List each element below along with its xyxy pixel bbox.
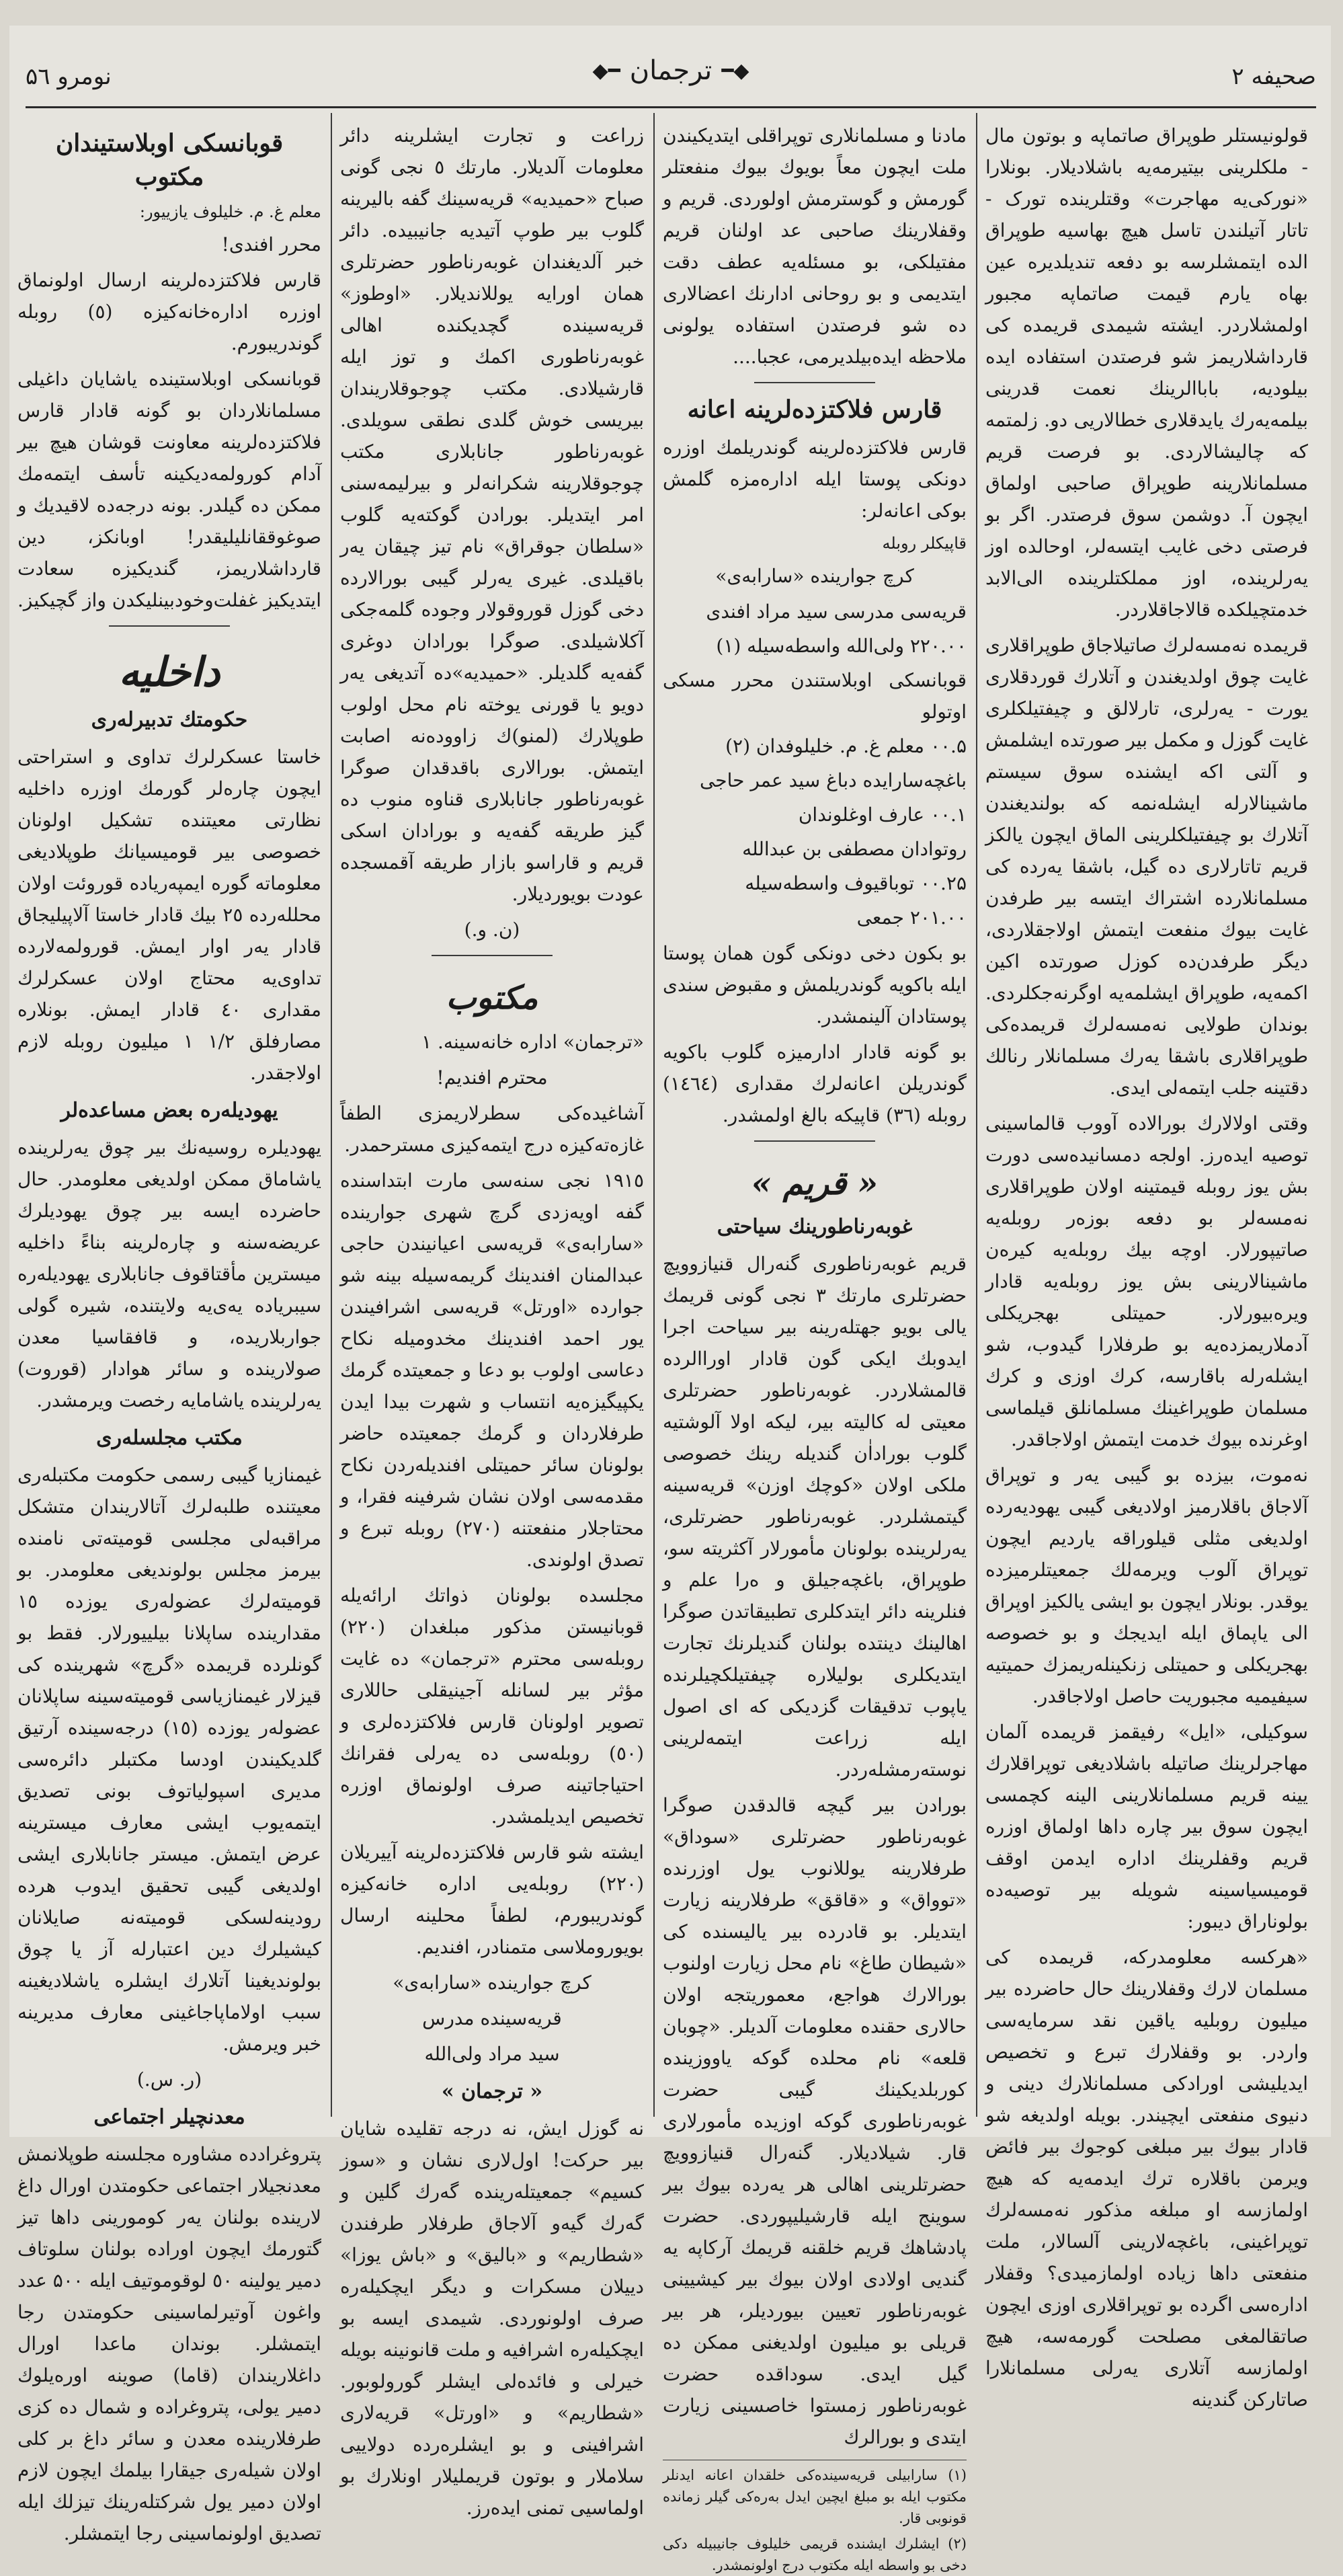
paragraph: نه گوزل ایش، نه درجه تقلیده شایان بیر حرکت! اول‌لاری نشان و «سوز کسیم» جمعیتله‌رینده گه‌رك گلین و گه‌رك گیه‌و آلاجاق طرفلار طرفندن «شطاریم» و «بالیق» و «باش یوزا» دییلان مسکرات و دیگر ایچکیله‌ره صرف اولونوردی. شیمدی ایسه بو ایچکیله‌ره اشرافیه و ملت قانونینه بویله خیرلی و فائده‌لی ایشلر گورولوبور. «شطاریم» و «اورتل» قریه‌لاری اشرافینی و بو ایشلره‌رده دولاییی سلاملار و بوتون قریملیلار اونلارك بو اولماسیی تمنی ایده‌رز. [340, 2117, 644, 2519]
paragraph: بو بکون دخی دونکی گون همان پوستا ایله باکویه گوندریلمش و مقبوض سندی پوستادان آلینمشدر. [662, 942, 967, 1027]
kuban-salutation: محرر افندی! [221, 233, 321, 256]
letter-address-text: «ترجمان» اداره خانه‌سینه. [437, 1031, 644, 1053]
paragraph: قولونیستلر طوپراق صاتماپه و بوتون مال - ملکلرینی بیتیرمه‌یه باشلادیلار. بونلارا «نورکی‌یه مهاجرت» وقتلرینده تورک - تاتار آتیلندن تاسل هیچ بهاسیه طوپراق الده ایتمشلرسه بو دفعه تندیلدیره عین بهاه یارم قیمت صاتماپه مجبور اولمشلاردر. ایشته شیمدی قریمده کی قارداشلاریمز شو فرصتدن استفاده ایده بیلودیه، باباالرینك نعمت قدرینی بیلمه‌یه‌رك یایدقلاری خطالاریی دو. زلمتمه که چالیشالاردی. بو فرصت قریم مسلمانلارینه طوپراق صاحبی اولماق ایچون آ. دوشمن سوق فرصتدر. اگر بو فرصتی دخی غایب ایتسه‌لر، اوحالده اوز یه‌رلرینده، اوز مملکتلرینده الی‌الابد خدمتچیلکده قالاجاقلاردر. [985, 124, 1308, 621]
letter-signature: سید مراد ولی‌الله [424, 2043, 560, 2065]
paragraph: قریمده نه‌مسه‌لرك صاتیلاجاق طوپراقلاری غایت چوق اولدیغندن و آتلارك قوردقلاری یورت - یه‌رلری، تارلالق و چیفتیلکلری غایت گوزل و مکمل بیر صورتده ایشلمش و آلتی اکه ایشنده سوق سیستم ماشینالارله ایشله‌نمه که بولندیغندن آتلارك بو چیفتیلکلرینی الماق ایچون یالکز قریم تاتارلاری ده گیل، باشقا یه‌رده کی مسلمانلارده اشتراك ایتسه بیر طرفدن غایت بیوك منفعت ایتمش اولاجقلاردی، دیگر طرفدن‌ده کوزل صورتده اکین اکمه‌یه، طوپراق ایشلمه‌یه اوگرنه‌جكلردی. بوندان طولایی نه‌مسه‌لرك قریمده‌کی طوپراقلاری باشقا یه‌رك مسلمانلار رنالك دقتینه جلب ایتمه‌لی ایدی. [985, 634, 1308, 1099]
list-item: ۰۰.۲۵ توباقیوف واسطه‌سیله [745, 872, 967, 894]
column-3 [340, 120, 645, 2519]
paragraph: قارس فلاکتزده‌لرینه ارسال اولونماق اوزره اداره‌خانه‌کیزه (٥) روبله گوندریبورم. [17, 269, 321, 354]
issue-label: نومرو ۵٦ [26, 63, 112, 90]
section-separator [754, 1140, 876, 1142]
paragraph: قریم غوبه‌رناطوری گنه‌رال قنیازوویچ حضرتلری مارتك ۳ نجی گونی قریمك یالی بویو جهتله‌رینه بیر سیاحت اجرا ایدوبك ایکی گون قادار اوراالرده قالمشلاردر. غوبه‌رناطور حضرتلری معیتی‌ له کالیته بیر، لیکه اولا آلوشتیه گلوب بوراداٰن گندیله رینك خصوصی ملکی اولان «کوچك اوزن» قریه‌سینه گیتمشلردر. غوبه‌رناطور حضرتلری، یه‌رلرینده بولونان مأمورلار آکثریته سو، طوپراق، باغچه‌جیلق و ه‌را علم و فنلرینه دائر ایتدکلری تطبیقاتدن صوگرا اهالینك دینتده بولنان گندیلرنك تجارت ایتدیکلری بولیلاره چیفتیلکچیلرنده یاپوب تدقیقات گزدیکی که ای اصول ایله زراعت ایتمه‌لرینی نوسته‌رمشله‌ردر. [663, 1253, 967, 1781]
paper-title: ترجمان [629, 55, 713, 86]
social-title: معدنچیلر اجتماعی [93, 2105, 245, 2129]
section-separator [754, 382, 876, 383]
paragraph: «هرکسه معلومدرکه، قریمده کی مسلمان لارك وقفلارینك حال حاضرده بیر میلیون روبلیه یاقین نقد سرمایه‌سی واردر. بو وقفلارك تبرع و تخصیص ایدیلیشی اورادکی مسلمانلارك دینی و دنیوی منفعتی ایچیندر. بویله اولدیغه شو قادار بیوك بیر مبلغی کوجوك بیر فائض ویرمن باقلاره ترك ایدمه‌یه که هیچ اولمازسه او مبلغه مذکور نه‌مسه‌لرك توپراغینی، باغچه‌لارینی آلسالار، ملت منفعتی داها زیاده اولمازمیدی؟ وقفلار اداره‌سی اگرده بو توپراقلاری اوزی ایچون صاتقالمغی مصلحت گورمه‌سه، هیچ اولمازسه آتلاری یه‌رلی مسلمانلارا صاتارکن گندینه [985, 1946, 1308, 2411]
letter-title: مکتوب [446, 979, 538, 1017]
masthead-rule [26, 106, 1316, 108]
paragraph: یهودیلره روسیه‌نك بیر چوق یه‌رلرینده یاشاماق ممکن اولدیغی معلومدر. حال حاضرده ایسه بیر چوق یهودیلرك عریضه‌سنه و چاره‌لرینه بناءً داخلیه میسترین مأقتاقوف جانابلاری یهودیله‌ره سیبریاده یه‌ی‌یه ولایتنده، شیره گولی جواربلاریده، و قافقاسیا معدن صولارینده و سائر هوادار (قوروت) یه‌رلرینده یاشامایه رخصت ویرمشدر. [17, 1136, 321, 1411]
school-title: مکتب مجلسله‌ری [96, 1426, 243, 1450]
list-item: ۲۲۰.۰۰ ولی‌الله واسطه‌سیله (۱) [716, 635, 967, 657]
aid-total: ۲۰۱.۰۰ جمعی [856, 906, 967, 929]
signature: (ر. س.) [136, 2068, 202, 2091]
list-item: قوبانسکی اوبلاستندن محرر مسکی اوتولو [663, 669, 967, 723]
page-label: صحیفه ۲ [1231, 63, 1316, 90]
paragraph: نه‌موت، بیزده بو گیبی یه‌ر و توپراق آلاجاق باقلارمیز اولادیغی گیبی یهودیه‌رده اولدیغی مثلی قیلوراقه یاردیم ایچون توپراق آلوب ویرمه‌لك جمعیتلرمیزده یوقدر. بونلار ایچون بو ایشی یالکیز اوپراق الی‌ یاپماق ایله ایدیجك و بو خصوصه بهجریکلی و حمیتلی زنکینله‌ریمزك حمیتیه سیفیمیه مجبوریت حاصل اولاجاقدر. [985, 1464, 1308, 1707]
section-separator [109, 625, 231, 627]
gov-title: حکومتك تدبیرله‌ری [91, 708, 248, 732]
kuban-title: قوبانسکی اوبلاستیندان مکتوب [55, 129, 284, 191]
aid-title: قارس فلاکتزده‌لرینه اعانه [687, 395, 942, 424]
paragraph: قوبانسکی اوبلاستینده یاشایان داغیلی مسلمانلاردان بو گونه قادار قارس فلاکتزده‌لرینه معاونت قوشان هیچ بیر آدام کورولمه‌دیکینه تأسف ایتمه‌مك ممکن ده گیلدر. بونه درجه‌ده لاقیدیك و صوغوققانلیلیقدر! اوبانکز، دین قارداشلاریمز، گندیکیزه سعادت ایتدیکیز غفلت‌وخودبینلیکدن واز گچیکیز. [17, 368, 321, 611]
letter-note-number: ۱ [421, 1031, 432, 1053]
paragraph: پتروغرادده مشاوره مجلسنه طوپلانمش معدنجیلار اجتماعی حکومتدن اورال داغ لارینده بولنان یه‌ر کومورینی داها تیز گتورمك ایچون اوراده بولنان سلوتاف دمیر یولینه ٥۰ لوقوموتیف ایله ۵۰۰ عدد واغون آوتیرلماسینی حکومتدن رجا ایتمشلر. بوندان ماعدا اورال داغلاریندان (قاما) صوینه اوره‌یلوك دمیر یولی، پتروغراده و شمال ده کزی طرفلارینده معدن و سائر داغ بر کلی اولان شیله‌ری جیقارا بیلمك ایچون لازم اولان دمیر یول شرکتله‌رینك تیزلك ایله تصدیق اولونماسینی رجا ایتمشلر. [17, 2143, 321, 2544]
letter-role: قریه‌سینده مدرس [422, 2007, 562, 2029]
footnote: (۲) ایشلرك ایشنده قریمی خلیلوف جانیبیله دکی دخی بو واسطه ایله مکتوب درج اولونمشدر. [663, 2536, 967, 2573]
letter-salutation: محترم افندیم! [436, 1066, 548, 1089]
column-divider [653, 113, 655, 2117]
newspaper-page [9, 26, 1331, 2573]
footnote: (۱) سارابیلی قریه‌سینده‌کی خلقدان اعانه ایدنلر مکتوب ایله بو مبلغ ایچین ایدل به‌ره‌کی گیلر زمانده قونوبی قار. [663, 2467, 967, 2526]
paragraph: بو گونه قادار ادارمیزه گلوب باکویه گوندریلن اعانه‌لرك مقداری (۱٤٦٤) روبله (۳٦) قاپیکه بالغ اولمشدر. [663, 1041, 967, 1126]
paragraph: خاستا عسکرلرك تداوی و استراحتی ایچون چاره‌لر گورمك اوزره داخلیه نظارتی معیتنده تشکیل اولونان خصوصی بیر قومیسیانك طوپلادیغی معلوماته گوره ایمپه‌ریاده قوروئت اولان محلله‌رده ۲٥ بیك قادار خاستا آلاپیلیجاق قادار یه‌ر اوار ایمش. قورولمه‌لارده تداوی‌یه محتاج اولان عسکرلرك مقداری ٤۰ قادار ایمش. بونلاره مصارفلق ۱/۲ ۱ میلیون روبله لازم اولاجقدر. [17, 746, 321, 1084]
aid-list [663, 596, 967, 899]
tercuman-header: « ترجمان » [441, 2080, 543, 2103]
paragraph: ایشته شو قارس فلاکتزده‌لرینه آییریلان (۲۲۰) روبله‌یی اداره خانه‌کیزه گوندریبورم، لطفاً محلینه ارسال بویوروملاسی متمنادر، افندیم. [340, 1841, 644, 1958]
column-1 [985, 120, 1308, 2411]
paragraph: مادنا و مسلمانلاری توپراقلی ایتدیکیندن ملت ایچون معاً بویوك بیوك منفعتلر گورمش و گوسترمش اولوردی. قریم و وقفلارینك صاحبی عد اولنان قریم مفتیلکی، بو مسئله‌یه عطف دقت ایتدیمی و بو روحانی ادارنك اعضالاری ده شو فرصتدن استفاده یولونی ملاحظه ایده‌بیلدیرمی، عجبا.... [663, 124, 967, 368]
paragraph: غیمنازیا گیبی رسمی حکومت مکتبله‌ری معیتنده طلبه‌لرك آتالاریندان متشکل مراقبه‌لی مجلسی قومیته‌تی نامنده بیرمز مجلس بولوندیغی معلومدر. بو قومیته‌لرك عضوله‌ری یوزده ۱٥ مقدارینده ساپلانا بیلییورلار. فقط بو گونلرده قریمده «گرچ» شهرینده کی قیزلار غیمنازیاسی قومیته‌سینه ساپلانان عضوله‌ر یوزده (۱٥) درجه‌سینده آرتیق گلدیکیندن اودسا مکتبلر دائره‌سی مدیری اسپولیاتوف بونی تصدیق ایتمه‌یوب ایشی معارف میسترینه عرض ایتمش. میستر جانابلاری ایشی اولدیغی گیبی تحقیق ایدوب هرده رودینه‌لسکی قومیته‌نه صایلانان کیشیلرك دین اعتبارله آز یا چوق بولوندیغینا آتلارك ایشلره یاشلادیغینه سبب اولاماپاجاغینی معارف مدیرینه خبر ویرمش. [17, 1464, 321, 2055]
aid-place: کرچ جوارینده «سارابه‌ی» [715, 565, 914, 587]
column-4 [17, 120, 321, 2544]
column-divider [331, 113, 332, 2117]
list-item: ۰۰.۱ عارف اوغلوندان [798, 804, 967, 826]
signature: (ن. و.) [464, 919, 520, 941]
aid-intro: قارس فلاکتزده‌لرینه گوندریلمك اوزره دونکی پوستا ایله اداره‌مزه گلمش بوکی اعانه‌لر: [663, 436, 967, 522]
ornament-icon: ◆━ [721, 58, 749, 83]
section-separator [432, 955, 553, 956]
paragraph: وقتی اولالارك بورالاده آووب قالما‌سینی توصیه ایده‌رز. اولجه دمسانیده‌سی دورت بش یوز روبله قیمتینه اولان طوپراقلاری نه‌مسه‌لر بو دفعه بوزه‌ر روبله‌یه صاتیپورلار. اوچه بیك روبله‌یه کیره‌ن ماشینالارینی بش یوز روبله‌یه قادار ویره‌بیورلار. حمیتلی بهجریکلی آدملاریمزده‌یه بو طرفلارا گیدوب، شو ایشله‌رله باقارسه، کرك اوزی و کرك مسلمان طوپراغینك مسلمانلق قیلماسی اوغرنده بیوك خدمت ایتمش اولاجاقدر. [985, 1112, 1308, 1450]
crimea-title: غوبه‌رناطورینك سیاحتی [717, 1215, 913, 1239]
paragraph: مجلسده بولونان ذواتك ارائه‌یله قوبانیستن مذکور مبلغدان (۲۲۰) روبله‌سی محترم «ترجمان» ده غایت مؤثر بیر لسانله آجینیقلی حاللاری تصویر اولونان قارس فلاکتزده‌لری و (٥۰) روبله‌سی ده یه‌رلی فقرانك احتیاجاتینه صرف اولونماق اوزره تخصیص ایدیلمشدر. [340, 1584, 644, 1828]
paragraph: بورادن بیر گیچه قالدقدن صوگرا غوبه‌رناطور حضرتلری «سوداق» طرفلارینه یوللانوب یول اوزرنده «توواق» و «قاقق» طرفلارینه زیارت ایتدیلر. بو قادر‌ده بیر یالیسنده کی «شیطان طاغ» نام محل زیارت اولنوب بورالارك هواجع، معموریتجه اولان حالاری حقنده معلومات آلدیلر. «چوبان قلعه» نام محلده گوکه‌ یاووزینده کوربلدیکینك گیبی حضرت غوبه‌رناطوری گوکه اوزیده مأمورلاری قار. شیلادیلار. گنه‌رال قنیازوویچ حضرتلرینی اهالی هر یه‌رده بیوك بیر سوینج ایله قارشیلیپوردی. حضرت پادشاهك قریم خلقنه قریمك آرکاپه یه گندیی اولادی اولان بیوك بیر کیشیینی غوبه‌رناطور تعیین بیوردیلر، هر بیر قریلی بو میلیون اولدیغنی ممکن ده گیل ایدی. سوداقده حضرت غوبه‌رناطور زمستوا خاصسینی زیارت ایتدی و بورالرك [663, 1794, 967, 2448]
jews-title: یهودیله‌ره بعض مساعده‌لر [60, 1099, 278, 1122]
kuban-from: معلم غ. م. خلیلوف یازییور: [139, 202, 321, 221]
dahili-title: داخلیه [118, 649, 220, 696]
list-item: ۰۰.۵ معلم غ. م. خلیلوفدان (۲) [725, 735, 967, 757]
footnotes [663, 2460, 967, 2576]
paper-title-block [593, 55, 749, 86]
aid-currency: قاپیکلر روبله [882, 534, 967, 553]
list-item: باغچه‌سارایده دباغ سید عمر حاجی [699, 769, 967, 791]
paragraph: زراعت و تجارت ایشلرینه دائر معلومات آلدیلار. مارتك ٥ نجی گونی صباح «حمیدیه» قریه‌سینك گفه بالیرینه گلوب بیر طوپ آتیدیه جانیبیده. دائر خبر آلدیغندان غوبه‌رناطور حضرتلری همان اورایه یوللاندیلار. «اوطوز» قریه‌سینده گچدیکنده اهالی غوبه‌رناطوری اکمك و توز ایله قارشیلادی. مکتب چوجوقلاریندان بیریسی خوش گلدی نطقی سویلدی. غوبه‌رناطور جانابلاری مکتب چوجوقلارینه شکرانه‌لر و بیرلیمه‌سنی امر ایتدیلر. بورادن گوکته‌یه گلوب «سلطان جوقراق» نام تیز چیقان یه‌ر باقیلدی. غیری یه‌رلر گیبی بورالارده دخی گوزل قوروقولار وجوده گلمه‌جکی آکلاشیلدی. صوگرا بورادان دوغری گفه‌یه گلدیلر. «حمیدیه»ده آتدیغی یه‌ر دویو یا قورنی یوخته نام محل اولوب طوپلارك (لمنو)ك زاووده‌نه اصابت ایتمش. بورالاری باقدقدان صوگرا غوبه‌رناطور جانابلاری قناوه منوب ده گیز طریقه گفه‌یه و بورادان اسکی قریم و قاراسو بازار طریقه آقمسجده عودت بویوردیلار. [340, 124, 645, 905]
paragraph: آشاغیده‌کی سطرلاریمزی الطفاً غازه‌ته‌کیزه درج ایتمه‌کیزی مسترحمدر. [340, 1102, 644, 1156]
paragraph: ۱۹۱٥ نجی سنه‌سی مارت ابتداسنده گفه اویه‌زدی گرچ شهری جوارینده «سارابه‌ی» قریه‌سی اعیانیندن حاجی عبدالمنان افندینك گریمه‌سیله بینه شو جوارده «اورتل» قریه‌سی اشرافیندن یور احمد افندینك مخدومیله نکاح دعاسی اولوب بو دعا و جمعیتده گرمك یکپیگیزه‌یه انتساب و شهرت بیدا ایدن طرفلاردان و گرمك جمعیتده حاضر بولونان سائر حمیتلی افندیله‌ردن نکاح مقدمه‌سی اولان نشان شرفینه فقرا، و محتاجلار منفعتنه (۲۷۰) روبله تبرع و تصدق اولوندی. [340, 1169, 644, 1571]
column-2 [662, 120, 967, 2573]
letter-address [340, 1026, 644, 1058]
ornament-icon: ━◆ [592, 58, 620, 83]
crimea-header: « قریم » [751, 1165, 879, 1202]
paragraph: سوکیلی، «ایل» رفیقمز قریمده آلمان مهاجرلرینك صاتیله باشلادیغی توپراقلارك یینه قریم مسلمانلارینی الینه کچمسی ایچون سوق بیر چاره داها اولماق اوزره قریم وقفلرینك اداره ایدمن اوقف قومیسیاسینه شویله بیر توصیه‌ده بولوناراق دیبور: [985, 1721, 1308, 1933]
list-item: روتوادان مصطفی بن عبدالله [742, 838, 967, 860]
letter-place: کرچ جوارینده «سارابه‌ی» [393, 1972, 592, 1994]
column-divider [976, 113, 977, 2117]
list-item: قریه‌سی مدرسی سید مراد افندی [706, 600, 967, 623]
masthead [26, 48, 1316, 109]
